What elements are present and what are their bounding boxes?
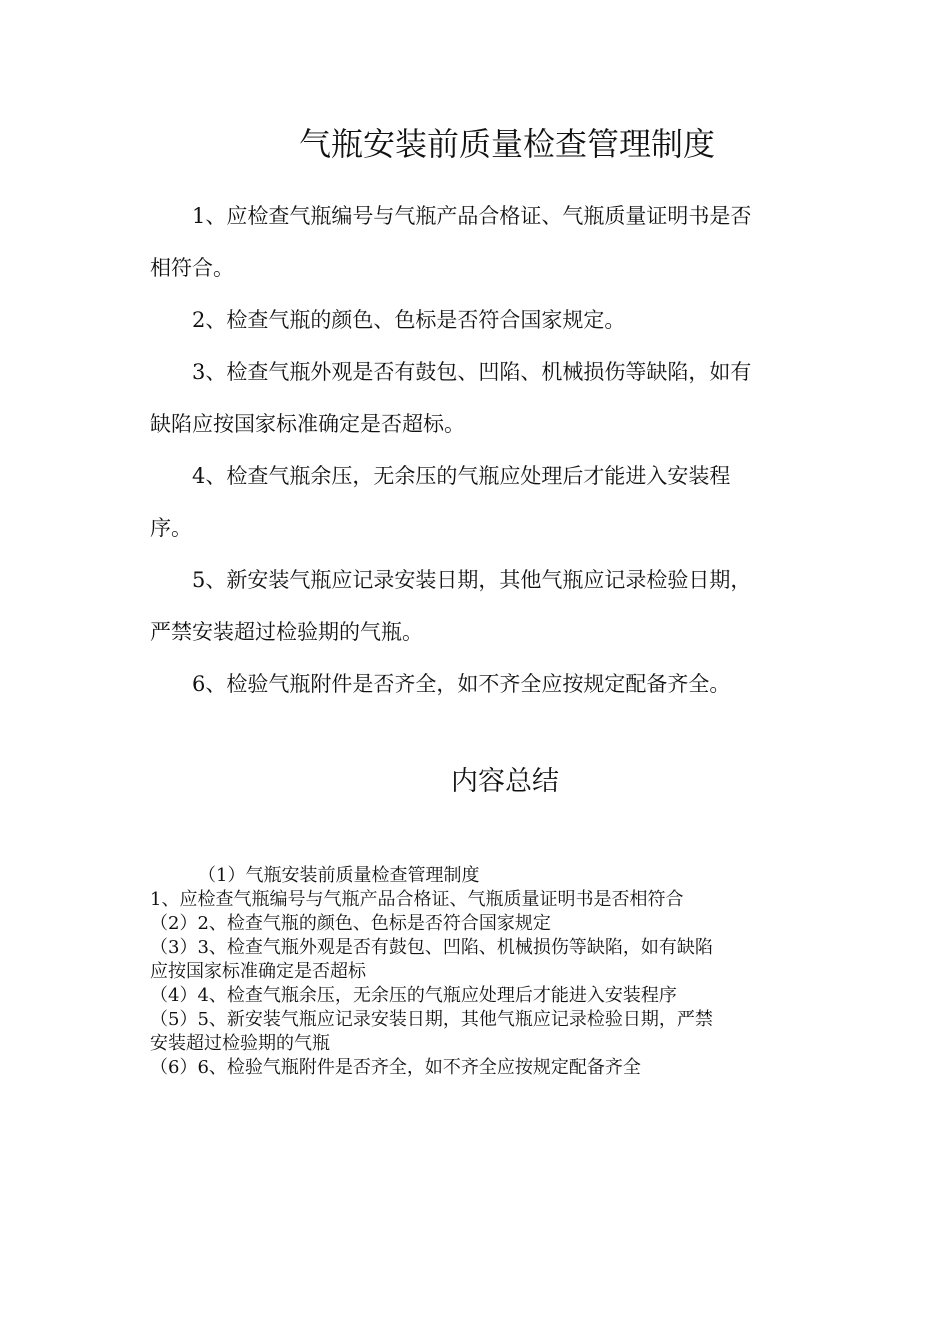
- paragraph-2: [150, 294, 800, 346]
- paragraph-4: [150, 450, 800, 554]
- document-title: 气瓶安装前质量检查管理制度: [298, 125, 715, 163]
- paragraph-6-line-1: 6、检验气瓶附件是否齐全，如不齐全应按规定配备齐全。: [192, 672, 731, 696]
- paragraph-5-line-1: 5、新安装气瓶应记录安装日期，其他气瓶应记录检验日期，: [192, 568, 752, 592]
- paragraph-5-line-2: 严禁安装超过检验期的气瓶。: [150, 620, 423, 644]
- summary-line: （5）5、新安装气瓶应记录安装日期，其他气瓶应记录检验日期，严禁: [150, 1009, 713, 1030]
- paragraph-3-line-2: 缺陷应按国家标准确定是否超标。: [150, 412, 465, 436]
- summary-line: 1、应检查气瓶编号与气瓶产品合格证、气瓶质量证明书是否相符合: [150, 889, 684, 910]
- summary-line: （1）气瓶安装前质量检查管理制度: [198, 865, 480, 886]
- summary-heading: 内容总结: [451, 766, 559, 797]
- document-body: [150, 190, 800, 710]
- summary-line: （3）3、检查气瓶外观是否有鼓包、凹陷、机械损伤等缺陷，如有缺陷: [150, 937, 713, 958]
- summary-line: （6）6、检验气瓶附件是否齐全，如不齐全应按规定配备齐全: [150, 1057, 641, 1078]
- summary-list: [150, 864, 810, 1080]
- paragraph-1-line-2: 相符合。: [150, 256, 234, 280]
- paragraph-3: [150, 346, 800, 450]
- summary-line: 安装超过检验期的气瓶: [150, 1033, 330, 1054]
- paragraph-1: [150, 190, 800, 294]
- paragraph-2-line-1: 2、检查气瓶的颜色、色标是否符合国家规定。: [192, 308, 626, 332]
- summary-line: （2）2、检查气瓶的颜色、色标是否符合国家规定: [150, 913, 551, 934]
- paragraph-3-line-1: 3、检查气瓶外观是否有鼓包、凹陷、机械损伤等缺陷，如有: [192, 360, 752, 384]
- paragraph-6: [150, 658, 800, 710]
- paragraph-4-line-2: 序。: [150, 516, 192, 540]
- paragraph-5: [150, 554, 800, 658]
- summary-line: （4）4、检查气瓶余压，无余压的气瓶应处理后才能进入安装程序: [150, 985, 677, 1006]
- summary-line: 应按国家标准确定是否超标: [150, 961, 366, 982]
- paragraph-4-line-1: 4、检查气瓶余压，无余压的气瓶应处理后才能进入安装程: [192, 464, 731, 488]
- paragraph-1-line-1: 1、应检查气瓶编号与气瓶产品合格证、气瓶质量证明书是否: [192, 204, 752, 228]
